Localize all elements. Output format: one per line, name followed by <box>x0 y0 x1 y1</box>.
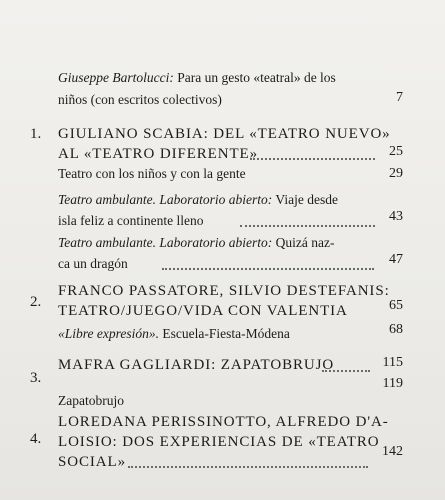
chapter-3-number: 3. <box>30 370 42 386</box>
chapter-2-page-number: 65 <box>389 298 403 313</box>
section-1-3-title-line-1: Quizá naz- <box>275 235 335 250</box>
chapter-3-leader-dots <box>322 370 370 372</box>
chapter-4-title-line-2: LOISIO: DOS EXPERIENCIAS DE «TEATRO <box>58 434 380 450</box>
section-1-3-leader-dots <box>162 268 374 270</box>
chapter-3-page-number: 115 <box>382 355 403 370</box>
prologue-line-1 <box>58 70 336 86</box>
chapter-2-title-line-1: FRANCO PASSATORE, SILVIO DESTEFANIS: <box>58 283 390 299</box>
chapter-1-leader-dots <box>250 158 375 160</box>
chapter-1-page-number: 25 <box>389 144 403 159</box>
section-1-1-title: Teatro con los niños y con la gente <box>58 166 246 181</box>
chapter-4-leader-dots <box>128 466 368 468</box>
prologue-page-number: 7 <box>396 90 403 105</box>
section-1-2-title-line-2: isla feliz a continente lleno <box>58 213 204 228</box>
section-1-3-italic: Teatro ambulante. Laboratorio abierto: <box>58 235 273 250</box>
chapter-1-title-line-1: GIULIANO SCABIA: DEL «TEATRO NUEVO» <box>58 126 391 142</box>
section-1-2-page-number: 43 <box>389 209 403 224</box>
section-2-1-line <box>58 326 290 342</box>
section-3-1-title: Zapatobrujo <box>58 393 124 408</box>
prologue-title-line-2: niños (con escritos colectivos) <box>58 92 222 107</box>
section-1-1-page-number: 29 <box>389 166 403 181</box>
section-2-1-page-number: 68 <box>389 322 403 337</box>
chapter-4-number: 4. <box>30 431 42 447</box>
section-1-2-line-1 <box>58 192 338 208</box>
chapter-4-page-number: 142 <box>382 444 403 459</box>
section-1-3-title-line-2: ca un dragón <box>58 256 128 271</box>
chapter-4-title-line-3: SOCIAL» <box>58 454 126 470</box>
chapter-1-number: 1. <box>30 126 42 142</box>
section-1-3-line-1 <box>58 235 335 251</box>
section-2-1-title: Escuela-Fiesta-Módena <box>162 326 290 341</box>
section-1-2-italic: Teatro ambulante. Laboratorio abierto: <box>58 192 273 207</box>
chapter-2-title-line-2: TEATRO/JUEGO/VIDA CON VALENTIA <box>58 303 348 319</box>
chapter-4-title-line-1: LOREDANA PERISSINOTTO, ALFREDO D'A- <box>58 414 389 430</box>
section-2-1-italic: «Libre expresión». <box>58 326 159 341</box>
prologue-author: Giuseppe Bartolucci: <box>58 70 174 85</box>
section-1-2-title-line-1: Viaje desde <box>275 192 338 207</box>
prologue-title-line-1: Para un gesto «teatral» de los <box>177 70 336 85</box>
section-1-2-leader-dots <box>240 225 375 227</box>
chapter-2-number: 2. <box>30 294 42 310</box>
chapter-1-title-line-2: AL «TEATRO DIFERENTE» <box>58 146 258 162</box>
section-1-3-page-number: 47 <box>389 252 403 267</box>
section-3-1-page-number: 119 <box>382 376 403 391</box>
chapter-3-title: MAFRA GAGLIARDI: ZAPATOBRUJO <box>58 357 335 373</box>
